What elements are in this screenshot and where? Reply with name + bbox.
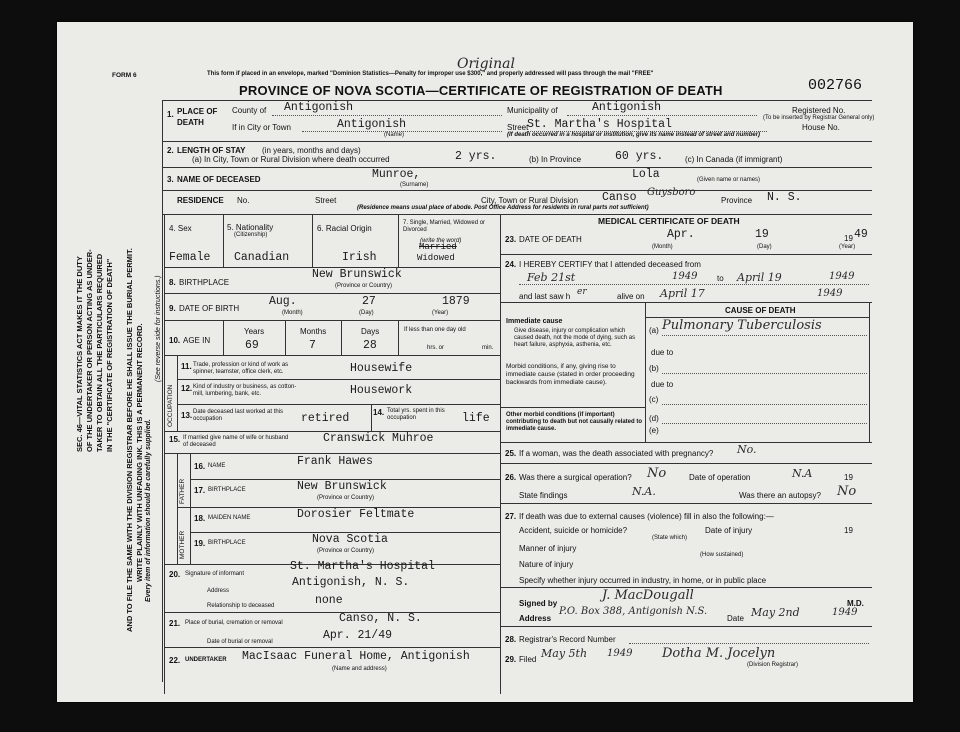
side-instructions-2: OF THE UNDERTAKER OR PERSON ACTING AS UNDER- bbox=[85, 249, 94, 452]
dob-month-label: (Month) bbox=[282, 310, 303, 316]
dod-year-label: (Year) bbox=[839, 244, 856, 250]
birthplace-value: New Brunswick bbox=[312, 268, 402, 281]
registrar-signature: Dotha M. Jocelyn bbox=[662, 646, 776, 661]
findings-label: State findings bbox=[519, 491, 568, 500]
house-label: House No. bbox=[802, 123, 840, 132]
med-address-label: Address bbox=[519, 614, 552, 623]
nationality-value: Canadian bbox=[234, 251, 290, 264]
dob-year-label: (Year) bbox=[432, 310, 449, 316]
side-instructions-7: Every item of information should be carefully supplied. bbox=[145, 419, 152, 602]
residence-city: Canso bbox=[602, 191, 637, 204]
certify-label: I HEREBY CERTIFY that I attended deceased from bbox=[519, 260, 701, 269]
city-value: Antigonish bbox=[337, 118, 407, 131]
birthplace-label: BIRTHPLACE bbox=[179, 278, 230, 287]
attended-to-label: to bbox=[717, 274, 724, 283]
column-divider bbox=[500, 214, 501, 694]
dob-year: 1879 bbox=[442, 295, 470, 308]
age-days: 28 bbox=[363, 339, 377, 352]
residence-city-hand: Guysboro bbox=[647, 187, 696, 198]
marital-sub: (write the word) bbox=[420, 238, 462, 244]
dod-month-label: (Month) bbox=[652, 244, 673, 250]
filed-year: 1949 bbox=[607, 648, 633, 659]
how-sustained: (How sustained) bbox=[700, 552, 744, 558]
totalyrs-label: Total yrs. spent in this occupation bbox=[387, 408, 445, 421]
cause-header: CAUSE OF DEATH bbox=[725, 306, 796, 315]
informant-address: Antigonish, N. S. bbox=[292, 576, 410, 589]
due-to-1: due to bbox=[651, 348, 674, 357]
certificate-number: 002766 bbox=[808, 77, 863, 94]
autopsy-label: Was there an autopsy? bbox=[739, 491, 821, 500]
state-which: (State which) bbox=[652, 535, 688, 541]
side-instructions-5: AND TO FILE THE SAME WITH THE DIVISION REGISTRAR BEFORE HE SHALL ISSUE THE BURIAL PERMIT. bbox=[125, 248, 134, 632]
lastwork-value: retired bbox=[301, 412, 350, 425]
stay-label: LENGTH OF STAY bbox=[177, 146, 246, 155]
given-name-value: Lola bbox=[632, 168, 660, 181]
informant-sig-label: Signature of informant bbox=[185, 571, 245, 577]
lastsaw-suffix: er bbox=[577, 287, 587, 297]
spouse-value: Cranswick Muhroe bbox=[323, 432, 434, 445]
alive-label: alive on bbox=[617, 292, 645, 301]
immediate-desc: Give disease, injury or complication which caused death, not the mode of dying, such as heart failure, asphyxia, asthenia, etc. bbox=[514, 328, 636, 348]
burial-date: Apr. 21/49 bbox=[323, 629, 393, 642]
age-label: AGE IN bbox=[183, 336, 211, 345]
place-note: (If death occurred in a hospital or institution, give its name instead of street and number) bbox=[507, 132, 761, 138]
attended-to: April 19 bbox=[737, 271, 782, 284]
name-label-no: 3. bbox=[167, 175, 174, 184]
father-label: FATHER bbox=[179, 478, 186, 504]
postal-notice: This form if placed in an envelope, marked "Dominion Statistics—Penalty for improper use $300," and properly addressed will pass through the mail "FREE" bbox=[207, 71, 654, 77]
side-instructions-6: WRITE PLAINLY WITH UNFADING INK. THIS IS A PERMANENT RECORD. bbox=[135, 323, 144, 582]
alive-year: 1949 bbox=[817, 288, 843, 299]
county-label: County of bbox=[232, 106, 267, 115]
father-birthplace: New Brunswick bbox=[297, 480, 387, 493]
surgery-label: Was there a surgical operation? bbox=[519, 473, 632, 482]
marital-label: 7. Single, Married, Widowed or Divorced bbox=[403, 220, 486, 233]
residence-province-label: Province bbox=[721, 196, 753, 205]
nationality-sub: (Citizenship) bbox=[234, 232, 268, 238]
undertaker-label: UNDERTAKER bbox=[185, 657, 227, 663]
op-date-label: Date of operation bbox=[689, 473, 751, 482]
burial-date-label: Date of burial or removal bbox=[207, 639, 273, 645]
registered-label: Registered No. bbox=[792, 106, 846, 115]
surname-label: (Surname) bbox=[400, 182, 429, 188]
industry-label: Kind of industry or business, as cotton-mill, lumbering, bank, etc. bbox=[193, 384, 297, 397]
stay-sub: (in years, months and days) bbox=[262, 146, 361, 155]
occupation-label: OCCUPATION bbox=[167, 384, 174, 427]
side-instructions-1: SEC. 46—VITAL STATISTICS ACT MAKES IT THE DUTY bbox=[75, 256, 84, 452]
totalyrs-value: life bbox=[462, 412, 490, 425]
dob-label: DATE OF BIRTH bbox=[179, 304, 240, 313]
original-mark: Original bbox=[457, 56, 515, 72]
lastwork-label: Date deceased last worked at this occupation bbox=[193, 409, 284, 422]
residence-note: (Residence means usual place of abode. Post Office Address for residents in rural parts not sufficient) bbox=[357, 205, 649, 211]
dob-day-label: (Day) bbox=[359, 310, 374, 316]
age-years: 69 bbox=[245, 339, 259, 352]
md-label: M.D. bbox=[847, 599, 864, 608]
med-date-label: Date bbox=[727, 614, 744, 623]
father-birthplace-label: BIRTHPLACE bbox=[208, 487, 246, 493]
stay-a-label: (a) In City, Town or Rural Division where death occurred bbox=[192, 155, 390, 164]
op-year-pre: 19 bbox=[844, 473, 853, 482]
less-than-day-label: If less than one day old bbox=[404, 327, 466, 333]
cause-c-label: (c) bbox=[649, 395, 659, 404]
division-registrar-label: (Division Registrar) bbox=[747, 662, 799, 668]
residence-city-label: City, Town or Rural Division bbox=[481, 196, 579, 205]
op-date-value: N.A bbox=[792, 467, 813, 480]
cause-a-value: Pulmonary Tuberculosis bbox=[662, 318, 822, 333]
min-label: min. bbox=[482, 345, 494, 351]
med-address-value: P.O. Box 388, Antigonish N.S. bbox=[559, 606, 708, 617]
dod-day-label: (Day) bbox=[757, 244, 772, 250]
dod-label: DATE OF DEATH bbox=[519, 235, 582, 244]
alive-date: April 17 bbox=[660, 287, 705, 300]
cause-e-label: (e) bbox=[649, 426, 659, 435]
municipality-label: Municipality of bbox=[507, 106, 558, 115]
dod-day: 19 bbox=[755, 228, 769, 241]
surname-value: Munroe, bbox=[372, 168, 421, 181]
med-date-year: 1949 bbox=[832, 607, 858, 618]
other-morbid-label: Other morbid conditions (if important) contributing to death but not causally related to immediate cause. bbox=[506, 412, 643, 432]
frame-left bbox=[162, 100, 163, 682]
sex-value: Female bbox=[169, 251, 211, 264]
municipality-value: Antigonish bbox=[592, 101, 662, 114]
manner-label: Manner of injury bbox=[519, 544, 577, 553]
signed-value: J. MacDougall bbox=[602, 588, 694, 603]
father-name: Frank Hawes bbox=[297, 455, 373, 468]
burial-place: Canso, N. S. bbox=[339, 612, 422, 625]
nature-label: Nature of injury bbox=[519, 560, 574, 569]
signed-label: Signed by bbox=[519, 599, 558, 608]
residence-province: N. S. bbox=[767, 191, 802, 204]
informant-address-label: Address bbox=[207, 588, 230, 594]
sex-label: 4. Sex bbox=[169, 224, 192, 233]
registered-note: (To be inserted by Registrar General only) bbox=[763, 115, 875, 121]
cause-b-label: (b) bbox=[649, 364, 659, 373]
industry-value: Housework bbox=[350, 384, 413, 397]
name-label: NAME OF DECEASED bbox=[177, 175, 261, 184]
mother-maiden-label: MAIDEN NAME bbox=[208, 515, 251, 521]
mother-birthplace-label: BIRTHPLACE bbox=[208, 540, 246, 546]
city-name-label: (Name) bbox=[384, 132, 405, 138]
stay-label-no: 2. bbox=[167, 146, 174, 155]
trade-label: Trade, profession or kind of work as spinner, teamster, office clerk, etc. bbox=[193, 362, 289, 375]
dod-year: 49 bbox=[854, 228, 868, 241]
injury-year-pre: 19 bbox=[844, 526, 853, 535]
city-label: If in City or Town bbox=[232, 123, 291, 132]
specify-label: Specify whether injury occurred in industry, in home, or in public place bbox=[519, 576, 767, 585]
side-instructions-3: TAKER TO OBTAIN ALL THE PARTICULARS REQUIRED bbox=[95, 253, 104, 452]
racial-value: Irish bbox=[342, 251, 377, 264]
mother-label: MOTHER bbox=[179, 530, 186, 559]
immediate-label: Immediate cause bbox=[506, 318, 563, 325]
place-label-no: 1. bbox=[167, 110, 174, 119]
mother-prov-sub: (Province or Country) bbox=[317, 548, 375, 554]
form-number: FORM 6 bbox=[112, 72, 137, 79]
reg-record-label: Registrar's Record Number bbox=[519, 635, 616, 644]
place-label: PLACE OF DEATH bbox=[177, 107, 218, 127]
pregnancy-value: No. bbox=[737, 443, 757, 456]
age-months: 7 bbox=[309, 339, 316, 352]
racial-label: 6. Racial Origin bbox=[317, 224, 372, 233]
father-prov-sub: (Province or Country) bbox=[317, 495, 375, 501]
street-value: St. Martha's Hospital bbox=[527, 118, 672, 131]
surgery-value: No bbox=[647, 466, 667, 481]
medical-header: MEDICAL CERTIFICATE OF DEATH bbox=[598, 216, 740, 226]
attended-from: Feb 21st bbox=[527, 271, 576, 284]
morbid-label: Morbid conditions, if any, giving rise to immediate cause (stated in order proceeding backwards from immediate cause). bbox=[506, 363, 635, 386]
side-instructions-4: IN THE "CERTIFICATE OF REGISTRATION OF DEATH" bbox=[105, 258, 114, 452]
dod-year-pre: 19 bbox=[844, 234, 853, 243]
filed-value: May 5th bbox=[541, 647, 588, 660]
frame-top bbox=[162, 100, 872, 101]
nationality-label: 5. Nationality bbox=[227, 223, 274, 232]
dod-month: Apr. bbox=[667, 228, 695, 241]
residence-label: RESIDENCE bbox=[177, 196, 224, 205]
due-to-2: due to bbox=[651, 380, 674, 389]
cause-a-label: (a) bbox=[649, 326, 659, 335]
attended-from-year: 1949 bbox=[672, 271, 698, 282]
pregnancy-label: If a woman, was the death associated with pregnancy? bbox=[519, 449, 714, 458]
months-label: Months bbox=[300, 327, 327, 336]
birthplace-sub: (Province or Country) bbox=[335, 283, 393, 289]
county-value: Antigonish bbox=[284, 101, 354, 114]
external-label: If death was due to external causes (violence) fill in also the following:— bbox=[519, 512, 774, 521]
informant-signature: St. Martha's Hospital bbox=[290, 560, 435, 573]
filed-label: Filed bbox=[519, 655, 537, 664]
burial-place-label: Place of burial, cremation or removal bbox=[185, 620, 283, 626]
street-label: Street bbox=[507, 123, 529, 132]
death-certificate: SEC. 46—VITAL STATISTICS ACT MAKES IT THE DUTY OF THE UNDERTAKER OR PERSON ACTING AS UNDER- TAKER TO OBTAIN ALL THE PARTICULARS REQUIRED IN THE "CERTIFICATE OF REGISTRATION OF DEATH" AND TO FILE THE SAME WITH THE DIVISION REGISTRAR BEFORE HE SHALL ISSUE THE BURIAL PERMIT. WRITE PLAINLY WITH UNFADING INK. THIS IS A PERMANENT RECORD. Every item of information should be carefully supplied. (See reverse side for instructions.) FORM 6 This form if placed in an envelope, marked "Dominion Statistics—Penalty for improper use $300," and properly addressed will pass through the mail "FREE" Original PROVINCE OF NOVA SCOTIA—CERTIFICATE OF REGISTRATION OF DEATH 002766 1. PLACE OF DEATH County of Antigonish Municipality of Antigonish Registered No. (To be inserted by Registrar General only) If in City or Town Antigonish (Name) Street St. Martha's Hospital House No. (If death occurred in a hospital or institution, give its name instead of street and number) 2. LENGTH OF STAY (in years, months and days) (a) In City, Town or Rural Division where death occurred 2 yrs. (b) In Province 60 yrs. (c) In Canada (if immigrant) 3. NAME OF DECEASED Munroe, Lola (Surname) (Given name or names) RESIDENCE No. Street City, Town or Rural Division Canso Guysboro Province N. S. (Residence means usual place of abode. Post Office Address for residents in rural parts not sufficient) 4. Sex 5. Nationality (Citizenship) 6. Racial Origin 7. Single, Married, Widowed or Divorced (write the word) Female Canadian Irish Married Widowed 8. BIRTHPLACE New Brunswick (Province or Country) 9. DATE OF BIRTH Aug. 27 1879 (Month) (Day) (Year) 10. AGE IN Years Months Days If less than one day old 69 7 28 hrs. or min. OCCUPATION 11. Trade, profession or kind of work as spinner, teamster, office clerk, etc. Housewife 12. Kind of industry or business, as cotton-mill, lumbering, bank, etc. Housework 13. Date deceased last worked at this occupation retired 14. Total yrs. spent in this occupation life 15. If married give name of wife or husband of deceased Cranswick Muhroe FATHER MOTHER 16. NAME Frank Hawes 17. BIRTHPLACE New Brunswick (Province or Country) 18. MAIDEN NAME Dorosier Feltmate 19. BIRTHPLACE Nova Scotia (Province or Country) 20. Signature of informant St. Martha's Hospital Address Antigonish, N. S. Relationship to deceased none 21. Place of burial, cremation or removal Canso, N. S. Date of burial or removal Apr. 21/49 22. UNDERTAKER MacIsaac Funeral Home, Antigonish (Name and address) MEDICAL CERTIFICATE OF DEATH 23. DATE OF DEATH Apr. 19 19 49 (Month) (Day) (Year) 24. I HEREBY CERTIFY that I attended deceased from Feb 21st 1949 to April 19 1949 and last saw h er alive on April 17 1949 CAUSE OF DEATH Immediate cause Give disease, injury or complication which caused death, not the mode of dying, such as heart failure, asphyxia, asthenia, etc. (a) Pulmonary Tuberculosis due to Morbid conditions, if any, giving rise to immediate cause (stated in order proceeding backwards from immediate cause). (b) due to (c) Other morbid conditions (if important) contributing to death but not causally related to immediate cause. (d) (e) 25. If a woman, was the death associated with pregnancy? No. 26. Was there a surgical operation? No Date of operation N.A 19 State findings N.A. Was there an autopsy? No 27. If death was due to external causes (violence) fill in also the following:— Accident, suicide or homicide? Date of injury 19 (State which) Manner of injury (How sustained) Nature of injury Specify whether injury occurred in industry, in home, or in public place Signed by J. MacDougall M.D. Address P.O. Box 388, Antigonish N.S. Date May 2nd 1949 28. Registrar's Record Number 29. Filed May 5th 1949 Dotha M. Jocelyn (Division Registrar) bbox=[57, 22, 913, 702]
stay-b-value: 60 yrs. bbox=[615, 150, 664, 163]
certificate-title: PROVINCE OF NOVA SCOTIA—CERTIFICATE OF REGISTRATION OF DEATH bbox=[239, 83, 723, 98]
residence-no-label: No. bbox=[237, 196, 250, 205]
relationship-label: Relationship to deceased bbox=[207, 603, 275, 609]
side-instructions-8: (See reverse side for instructions.) bbox=[155, 275, 162, 382]
residence-street-label: Street bbox=[315, 196, 337, 205]
injury-date-label: Date of injury bbox=[705, 526, 753, 535]
stay-b-label: (b) In Province bbox=[529, 155, 582, 164]
stay-a-value: 2 yrs. bbox=[455, 150, 497, 163]
spouse-label: If married give name of wife or husband of deceased bbox=[183, 435, 289, 448]
lastsaw-label: and last saw h bbox=[519, 292, 571, 301]
given-label: (Given name or names) bbox=[697, 177, 761, 183]
marital-struck: Married bbox=[419, 242, 457, 252]
mother-birthplace: Nova Scotia bbox=[312, 533, 388, 546]
dob-month: Aug. bbox=[269, 295, 297, 308]
undertaker-sub: (Name and address) bbox=[332, 666, 387, 672]
med-date-value: May 2nd bbox=[751, 606, 800, 619]
years-label: Years bbox=[244, 327, 265, 336]
dob-day: 27 bbox=[362, 295, 376, 308]
attended-to-year: 1949 bbox=[829, 271, 855, 282]
marital-value: Widowed bbox=[417, 253, 455, 263]
days-label: Days bbox=[361, 327, 380, 336]
father-name-label: NAME bbox=[208, 463, 226, 469]
trade-value: Housewife bbox=[350, 362, 413, 375]
relationship-value: none bbox=[315, 594, 343, 607]
undertaker-value: MacIsaac Funeral Home, Antigonish bbox=[242, 650, 470, 663]
stay-c-label: (c) In Canada (if immigrant) bbox=[685, 155, 783, 164]
accident-label: Accident, suicide or homicide? bbox=[519, 526, 628, 535]
mother-maiden: Dorosier Feltmate bbox=[297, 508, 415, 521]
autopsy-value: No bbox=[837, 484, 857, 499]
cause-d-label: (d) bbox=[649, 414, 659, 423]
hrs-label: hrs. or bbox=[427, 345, 445, 351]
findings-value: N.A. bbox=[632, 485, 656, 498]
